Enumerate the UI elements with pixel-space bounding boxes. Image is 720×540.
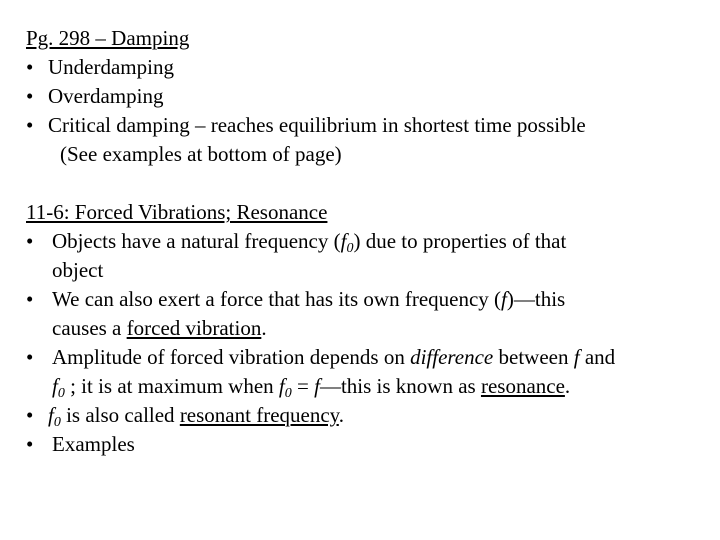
bullet-examples [26, 430, 716, 459]
bullet-text: Amplitude of forced vibration depends on difference between f and [52, 345, 616, 369]
bullet-overdamping [26, 82, 716, 111]
bullet-amplitude [26, 343, 716, 372]
bullet-icon: • [26, 287, 34, 311]
resonance-term: resonance [480, 374, 565, 398]
bullet-icon: • [26, 403, 34, 427]
bullet-text: $f_0$ is also called resonant frequency. [48, 403, 345, 430]
bullet-text: Critical damping – reaches equilibrium in shortest time possible [48, 113, 586, 137]
bullet-text: Examples [52, 432, 135, 456]
bullet-icon: • [26, 229, 34, 253]
bullet-continuation: object [52, 258, 104, 282]
bullet-underdamping [26, 53, 716, 82]
bullet-icon: • [26, 345, 34, 369]
forced-vibrations-heading: 11-6: Forced Vibrations; Resonance [26, 200, 328, 224]
bullet-text: Overdamping [48, 84, 164, 108]
bullet-icon: • [26, 113, 34, 137]
bullet-natural-frequency [26, 227, 716, 256]
examples-note: (See examples at bottom of page) [60, 142, 342, 166]
damping-heading: Pg. 298 – Damping [26, 26, 190, 50]
bullet-icon: • [26, 84, 34, 108]
bullet-text: Objects have a natural frequency $(f_0)$ due to properties of that [52, 229, 567, 256]
resonant-frequency-term: resonant frequency [179, 403, 339, 427]
bullet-icon: • [26, 55, 34, 79]
bullet-icon: • [26, 432, 34, 456]
bullet-continuation: $f_0$ ; it is at maximum when $f_0$ = f—this is known as resonance. [52, 374, 571, 401]
forced-vibration-term: forced vibration [126, 316, 262, 340]
bullet-exert-force [26, 285, 716, 314]
bullet-critical-damping [26, 111, 716, 140]
bullet-continuation: causes a forced vibration. [52, 316, 267, 340]
bullet-text: We can also exert a force that has its own frequency (f)—this [52, 287, 566, 311]
bullet-text: Underdamping [48, 55, 174, 79]
bullet-resonant-frequency [26, 401, 716, 430]
